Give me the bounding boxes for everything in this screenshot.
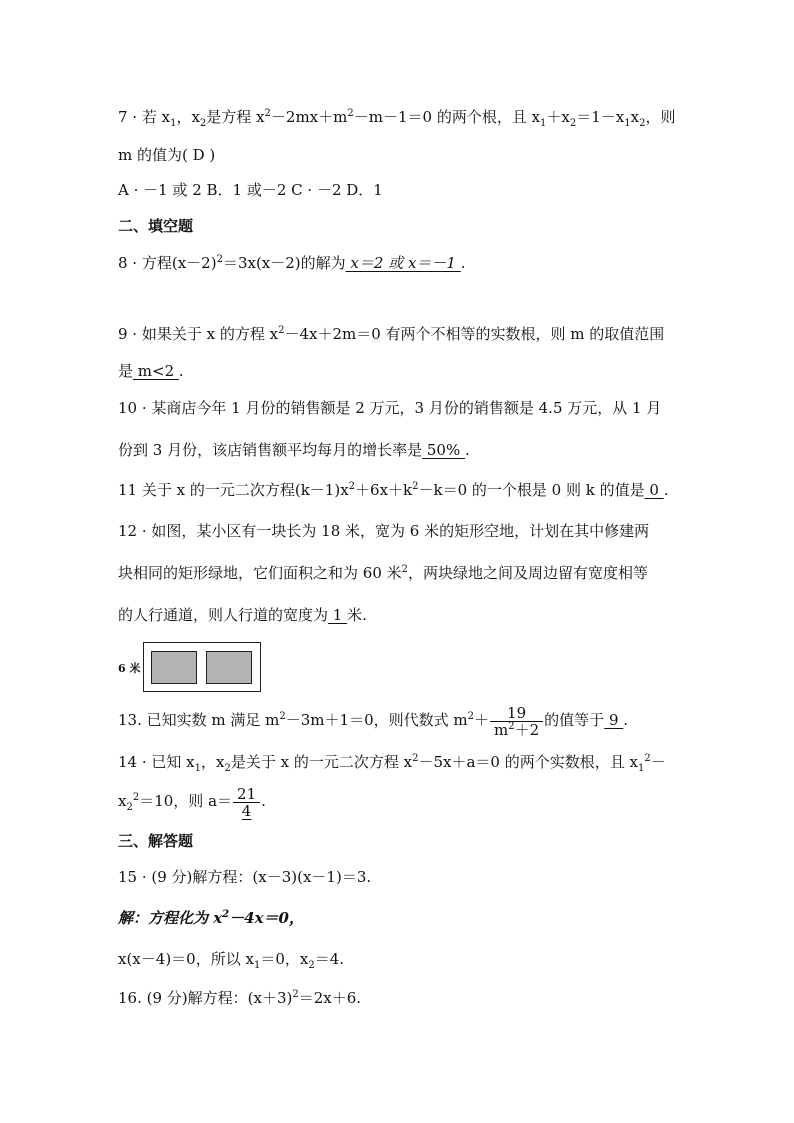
q13-fraction: $\frac{19}{m^2+2}$ [490, 705, 543, 738]
q9-line2: 是 m<2 . [118, 362, 184, 380]
q8-answer: x＝2 或 x＝－1 [345, 254, 461, 272]
q15-solution-line1: 解：方程化为 $x^2-4x=0$， [118, 909, 304, 927]
green-plot-right [206, 651, 252, 684]
q7-options: A · －1 或 2 B．1 或－2 C · －2 D．1 [118, 181, 383, 199]
q12-answer: 1 [328, 606, 348, 624]
q12-line3: 的人行通道，则人行道的宽度为 1 米. [118, 606, 367, 624]
q10-answer: 50% [422, 441, 465, 459]
q15-solution-line2: x(x－4)＝0，所以 $x_1=0$，$x_2=4$. [118, 950, 345, 971]
q11: 11 关于 x 的一元二次方程$(k-1)x^2+6x+k^2-k=0$ 的一个根是 0 则 k 的值是 0 . [118, 481, 669, 499]
figure-width-label: 6 米 [118, 662, 141, 675]
section-fill-in-title: 二、填空题 [118, 217, 194, 235]
q9-answer: m<2 [133, 362, 179, 380]
q10-line2: 份到 3 月份，该店销售额平均每月的增长率是 50% . [118, 441, 470, 459]
section-solve-title: 三、解答题 [118, 832, 194, 850]
rectangle-plot-figure [143, 642, 261, 692]
q14-line1: 14 · 已知 $x_1$，$x_2$是关于 x 的一元二次方程 $x^2-5x+a=0$ 的两个实数根，且 $x_1^2-$ [118, 753, 666, 774]
q15-stem: 15 · (9 分)解方程：(x－3)(x－1)＝3. [118, 868, 372, 886]
q14-answer-fraction: $\frac{21}{4}$ [233, 786, 260, 819]
q12-line2: 块相同的矩形绿地，它们面积之和为 60 米$^2$，两块绿地之间及周边留有宽度相等 [118, 564, 649, 582]
q16-stem: 16. (9 分)解方程：$(x+3)^2=2x+6$. [118, 989, 362, 1007]
q8: 8 · 方程$(x-2)^2=3x(x-2)$的解为 x＝2 或 x＝－1 . [118, 254, 466, 272]
q12-line1: 12 · 如图，某小区有一块长为 18 米，宽为 6 米的矩形空地，计划在其中修建两 [118, 522, 650, 540]
q13: 13. 已知实数 m 满足 $m^2-3m+1=0$，则代数式 $m^2+$ $\frac{19}{m^2+2}$ 的值等于 9 . [118, 703, 629, 739]
q9-line1: 9 · 如果关于 x 的方程 $x^2-4x+2m=0$ 有两个不相等的实数根，则 m 的取值范围 [118, 325, 665, 343]
q11-answer: 0 [644, 481, 664, 499]
q14-line2: $x_2^2=10$，则 a＝ $\frac{21}{4}$ . [118, 784, 266, 820]
q10-line1: 10 · 某商店今年 1 月份的销售额是 2 万元，3 月份的销售额是 4.5 万元，从 1 月 [118, 399, 662, 417]
q13-answer: 9 [604, 711, 624, 729]
q7-stem-line1: 7 · 若 $x_1$，$x_2$是方程 $x^2-2mx+m^2-m-1=0$ 的两个根，且 $x_1+x_2=1-x_1x_2$，则 [118, 108, 676, 129]
q7-stem-line2: m 的值为( D ) [118, 146, 216, 164]
green-plot-left [151, 651, 197, 684]
